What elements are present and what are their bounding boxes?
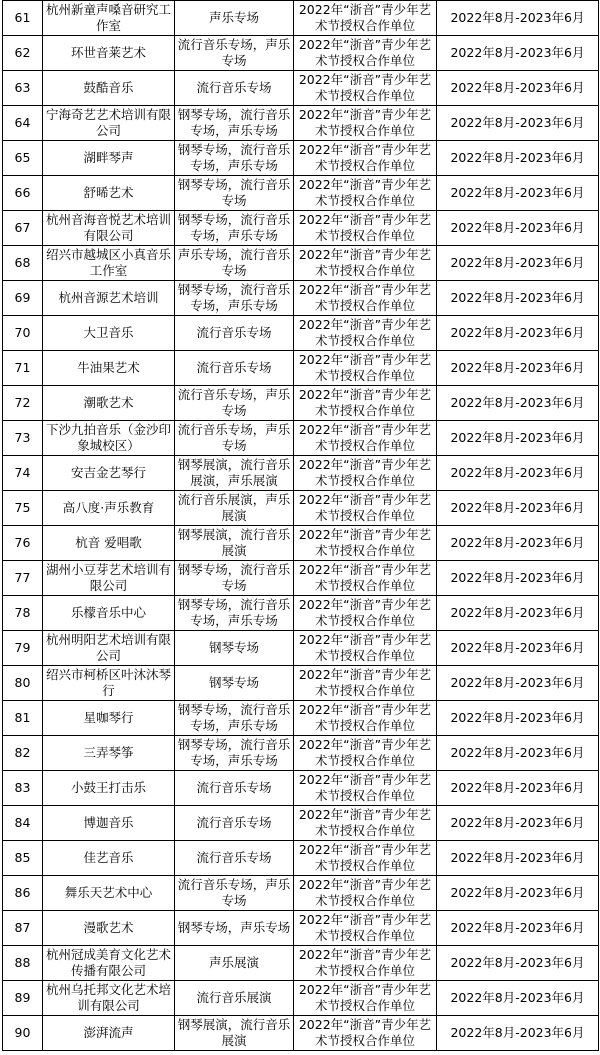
table-row — [3, 176, 599, 211]
table-row — [3, 456, 599, 491]
table-row — [3, 246, 599, 281]
period-cell: 2022年8月-2023年6月 — [437, 71, 599, 106]
row-number-cell: 70 — [3, 316, 43, 351]
authorization-title-cell: 2022年“浙音”青少年艺术节授权合作单位 — [294, 876, 437, 911]
period-cell: 2022年8月-2023年6月 — [437, 841, 599, 876]
row-number-cell: 64 — [3, 106, 43, 141]
table-row — [3, 1, 599, 36]
row-number-cell: 69 — [3, 281, 43, 316]
event-type-cell: 钢琴专场，流行音乐专场，声乐专场 — [175, 281, 294, 316]
table-row — [3, 491, 599, 526]
row-number-cell: 87 — [3, 911, 43, 946]
event-type-cell: 钢琴专场，流行音乐专场，声乐专场 — [175, 141, 294, 176]
row-number-cell: 90 — [3, 1016, 43, 1051]
row-number-cell: 83 — [3, 771, 43, 806]
event-type-cell: 声乐专场 — [175, 1, 294, 36]
authorization-title-cell: 2022年“浙音”青少年艺术节授权合作单位 — [294, 141, 437, 176]
authorization-title-cell: 2022年“浙音”青少年艺术节授权合作单位 — [294, 421, 437, 456]
period-cell: 2022年8月-2023年6月 — [437, 911, 599, 946]
table-row — [3, 561, 599, 596]
organization-name-cell: 绍兴市越城区小真音乐工作室 — [43, 246, 175, 281]
authorization-title-cell: 2022年“浙音”青少年艺术节授权合作单位 — [294, 981, 437, 1016]
row-number-cell: 88 — [3, 946, 43, 981]
row-number-cell: 68 — [3, 246, 43, 281]
period-cell: 2022年8月-2023年6月 — [437, 981, 599, 1016]
organization-name-cell: 杭州音海音悦艺术培训有限公司 — [43, 211, 175, 246]
period-cell: 2022年8月-2023年6月 — [437, 876, 599, 911]
period-cell: 2022年8月-2023年6月 — [437, 1016, 599, 1051]
table-row — [3, 281, 599, 316]
period-cell: 2022年8月-2023年6月 — [437, 1, 599, 36]
table-row — [3, 316, 599, 351]
period-cell: 2022年8月-2023年6月 — [437, 456, 599, 491]
organization-name-cell: 牛油果艺术 — [43, 351, 175, 386]
period-cell: 2022年8月-2023年6月 — [437, 806, 599, 841]
period-cell: 2022年8月-2023年6月 — [437, 36, 599, 71]
table-row — [3, 526, 599, 561]
organization-name-cell: 杭州乌托邦文化艺术培训有限公司 — [43, 981, 175, 1016]
period-cell: 2022年8月-2023年6月 — [437, 526, 599, 561]
authorization-title-cell: 2022年“浙音”青少年艺术节授权合作单位 — [294, 841, 437, 876]
authorization-title-cell: 2022年“浙音”青少年艺术节授权合作单位 — [294, 491, 437, 526]
organization-name-cell: 杭州音源艺术培训 — [43, 281, 175, 316]
event-type-cell: 流行音乐专场 — [175, 71, 294, 106]
organization-name-cell: 环世音莱艺术 — [43, 36, 175, 71]
row-number-cell: 61 — [3, 1, 43, 36]
authorization-title-cell: 2022年“浙音”青少年艺术节授权合作单位 — [294, 106, 437, 141]
organization-name-cell: 澎湃流声 — [43, 1016, 175, 1051]
period-cell: 2022年8月-2023年6月 — [437, 316, 599, 351]
period-cell: 2022年8月-2023年6月 — [437, 211, 599, 246]
table-row — [3, 736, 599, 771]
row-number-cell: 73 — [3, 421, 43, 456]
authorization-title-cell: 2022年“浙音”青少年艺术节授权合作单位 — [294, 211, 437, 246]
table-row — [3, 981, 599, 1016]
row-number-cell: 79 — [3, 631, 43, 666]
period-cell: 2022年8月-2023年6月 — [437, 246, 599, 281]
organization-name-cell: 高八度·声乐教育 — [43, 491, 175, 526]
row-number-cell: 80 — [3, 666, 43, 701]
organization-name-cell: 杭州冠成美育文化艺术传播有限公司 — [43, 946, 175, 981]
period-cell: 2022年8月-2023年6月 — [437, 596, 599, 631]
organization-name-cell: 鼓酷音乐 — [43, 71, 175, 106]
authorization-title-cell: 2022年“浙音”青少年艺术节授权合作单位 — [294, 351, 437, 386]
event-type-cell: 流行音乐专场 — [175, 316, 294, 351]
event-type-cell: 钢琴专场，流行音乐专场，声乐专场 — [175, 701, 294, 736]
authorization-title-cell: 2022年“浙音”青少年艺术节授权合作单位 — [294, 701, 437, 736]
row-number-cell: 66 — [3, 176, 43, 211]
table-row — [3, 386, 599, 421]
event-type-cell: 钢琴专场，流行音乐专场，声乐专场 — [175, 211, 294, 246]
organization-name-cell: 杭音 爱唱歌 — [43, 526, 175, 561]
period-cell: 2022年8月-2023年6月 — [437, 561, 599, 596]
authorization-title-cell: 2022年“浙音”青少年艺术节授权合作单位 — [294, 316, 437, 351]
table-row — [3, 876, 599, 911]
table-row — [3, 771, 599, 806]
event-type-cell: 钢琴专场，流行音乐专场 — [175, 561, 294, 596]
event-type-cell: 流行音乐专场 — [175, 841, 294, 876]
authorization-title-cell: 2022年“浙音”青少年艺术节授权合作单位 — [294, 771, 437, 806]
period-cell: 2022年8月-2023年6月 — [437, 351, 599, 386]
table-row — [3, 1016, 599, 1051]
table-row — [3, 141, 599, 176]
authorization-title-cell: 2022年“浙音”青少年艺术节授权合作单位 — [294, 911, 437, 946]
authorization-title-cell: 2022年“浙音”青少年艺术节授权合作单位 — [294, 1, 437, 36]
event-type-cell: 钢琴专场 — [175, 666, 294, 701]
authorization-title-cell: 2022年“浙音”青少年艺术节授权合作单位 — [294, 526, 437, 561]
event-type-cell: 声乐展演 — [175, 946, 294, 981]
period-cell: 2022年8月-2023年6月 — [437, 701, 599, 736]
organization-name-cell: 三弄琴筝 — [43, 736, 175, 771]
row-number-cell: 76 — [3, 526, 43, 561]
organization-name-cell: 下沙九拍音乐（金沙印象城校区） — [43, 421, 175, 456]
authorization-title-cell: 2022年“浙音”青少年艺术节授权合作单位 — [294, 736, 437, 771]
table-row — [3, 631, 599, 666]
period-cell: 2022年8月-2023年6月 — [437, 771, 599, 806]
period-cell: 2022年8月-2023年6月 — [437, 141, 599, 176]
organization-name-cell: 大卫音乐 — [43, 316, 175, 351]
organization-name-cell: 杭州新童声嗓音研究工作室 — [43, 1, 175, 36]
partner-table — [2, 0, 599, 1051]
organization-name-cell: 潮歌艺术 — [43, 386, 175, 421]
row-number-cell: 67 — [3, 211, 43, 246]
event-type-cell: 流行音乐专场，声乐专场 — [175, 386, 294, 421]
authorization-title-cell: 2022年“浙音”青少年艺术节授权合作单位 — [294, 36, 437, 71]
row-number-cell: 78 — [3, 596, 43, 631]
table-row — [3, 666, 599, 701]
row-number-cell: 86 — [3, 876, 43, 911]
authorization-title-cell: 2022年“浙音”青少年艺术节授权合作单位 — [294, 176, 437, 211]
organization-name-cell: 湖畔琴声 — [43, 141, 175, 176]
authorization-title-cell: 2022年“浙音”青少年艺术节授权合作单位 — [294, 561, 437, 596]
period-cell: 2022年8月-2023年6月 — [437, 421, 599, 456]
period-cell: 2022年8月-2023年6月 — [437, 176, 599, 211]
table-row — [3, 911, 599, 946]
period-cell: 2022年8月-2023年6月 — [437, 281, 599, 316]
event-type-cell: 声乐专场，流行音乐专场 — [175, 246, 294, 281]
authorization-title-cell: 2022年“浙音”青少年艺术节授权合作单位 — [294, 456, 437, 491]
period-cell: 2022年8月-2023年6月 — [437, 736, 599, 771]
event-type-cell: 钢琴专场，流行音乐专场，声乐专场 — [175, 596, 294, 631]
organization-name-cell: 佳艺音乐 — [43, 841, 175, 876]
table-row — [3, 36, 599, 71]
event-type-cell: 流行音乐专场，声乐专场 — [175, 876, 294, 911]
row-number-cell: 85 — [3, 841, 43, 876]
partner-table-body — [3, 1, 599, 1051]
authorization-title-cell: 2022年“浙音”青少年艺术节授权合作单位 — [294, 596, 437, 631]
event-type-cell: 钢琴专场，流行音乐专场 — [175, 176, 294, 211]
period-cell: 2022年8月-2023年6月 — [437, 491, 599, 526]
table-row — [3, 71, 599, 106]
organization-name-cell: 舒晞艺术 — [43, 176, 175, 211]
row-number-cell: 62 — [3, 36, 43, 71]
table-row — [3, 211, 599, 246]
event-type-cell: 流行音乐专场 — [175, 351, 294, 386]
organization-name-cell: 舞乐天艺术中心 — [43, 876, 175, 911]
organization-name-cell: 湖州小豆芽艺术培训有限公司 — [43, 561, 175, 596]
authorization-title-cell: 2022年“浙音”青少年艺术节授权合作单位 — [294, 246, 437, 281]
event-type-cell: 流行音乐展演 — [175, 981, 294, 1016]
event-type-cell: 钢琴展演，流行音乐展演，声乐展演 — [175, 456, 294, 491]
table-row — [3, 351, 599, 386]
event-type-cell: 流行音乐专场 — [175, 806, 294, 841]
event-type-cell: 流行音乐专场，声乐专场 — [175, 36, 294, 71]
row-number-cell: 75 — [3, 491, 43, 526]
organization-name-cell: 小鼓王打击乐 — [43, 771, 175, 806]
event-type-cell: 流行音乐专场，声乐专场 — [175, 421, 294, 456]
organization-name-cell: 乐檬音乐中心 — [43, 596, 175, 631]
table-row — [3, 806, 599, 841]
table-row — [3, 946, 599, 981]
period-cell: 2022年8月-2023年6月 — [437, 631, 599, 666]
period-cell: 2022年8月-2023年6月 — [437, 106, 599, 141]
row-number-cell: 65 — [3, 141, 43, 176]
period-cell: 2022年8月-2023年6月 — [437, 946, 599, 981]
organization-name-cell: 博迦音乐 — [43, 806, 175, 841]
table-row — [3, 106, 599, 141]
row-number-cell: 63 — [3, 71, 43, 106]
table-row — [3, 841, 599, 876]
event-type-cell: 钢琴专场，流行音乐专场，声乐专场 — [175, 106, 294, 141]
row-number-cell: 72 — [3, 386, 43, 421]
row-number-cell: 77 — [3, 561, 43, 596]
row-number-cell: 82 — [3, 736, 43, 771]
organization-name-cell: 绍兴市柯桥区叶沐沐琴行 — [43, 666, 175, 701]
organization-name-cell: 漫歌艺术 — [43, 911, 175, 946]
period-cell: 2022年8月-2023年6月 — [437, 666, 599, 701]
period-cell: 2022年8月-2023年6月 — [437, 386, 599, 421]
row-number-cell: 84 — [3, 806, 43, 841]
authorization-title-cell: 2022年“浙音”青少年艺术节授权合作单位 — [294, 386, 437, 421]
authorization-title-cell: 2022年“浙音”青少年艺术节授权合作单位 — [294, 71, 437, 106]
organization-name-cell: 宁海奇艺艺术培训有限公司 — [43, 106, 175, 141]
row-number-cell: 81 — [3, 701, 43, 736]
event-type-cell: 钢琴专场 — [175, 631, 294, 666]
row-number-cell: 89 — [3, 981, 43, 1016]
table-row — [3, 701, 599, 736]
organization-name-cell: 杭州明阳艺术培训有限公司 — [43, 631, 175, 666]
authorization-title-cell: 2022年“浙音”青少年艺术节授权合作单位 — [294, 631, 437, 666]
row-number-cell: 71 — [3, 351, 43, 386]
event-type-cell: 流行音乐专场 — [175, 771, 294, 806]
event-type-cell: 流行音乐展演，声乐展演 — [175, 491, 294, 526]
organization-name-cell: 星咖琴行 — [43, 701, 175, 736]
event-type-cell: 钢琴专场，流行音乐专场，声乐专场 — [175, 736, 294, 771]
authorization-title-cell: 2022年“浙音”青少年艺术节授权合作单位 — [294, 666, 437, 701]
row-number-cell: 74 — [3, 456, 43, 491]
authorization-title-cell: 2022年“浙音”青少年艺术节授权合作单位 — [294, 281, 437, 316]
event-type-cell: 钢琴展演，流行音乐展演 — [175, 1016, 294, 1051]
event-type-cell: 钢琴展演，流行音乐展演 — [175, 526, 294, 561]
organization-name-cell: 安吉金艺琴行 — [43, 456, 175, 491]
table-row — [3, 421, 599, 456]
authorization-title-cell: 2022年“浙音”青少年艺术节授权合作单位 — [294, 1016, 437, 1051]
event-type-cell: 钢琴专场，声乐专场 — [175, 911, 294, 946]
table-row — [3, 596, 599, 631]
authorization-title-cell: 2022年“浙音”青少年艺术节授权合作单位 — [294, 806, 437, 841]
authorization-title-cell: 2022年“浙音”青少年艺术节授权合作单位 — [294, 946, 437, 981]
